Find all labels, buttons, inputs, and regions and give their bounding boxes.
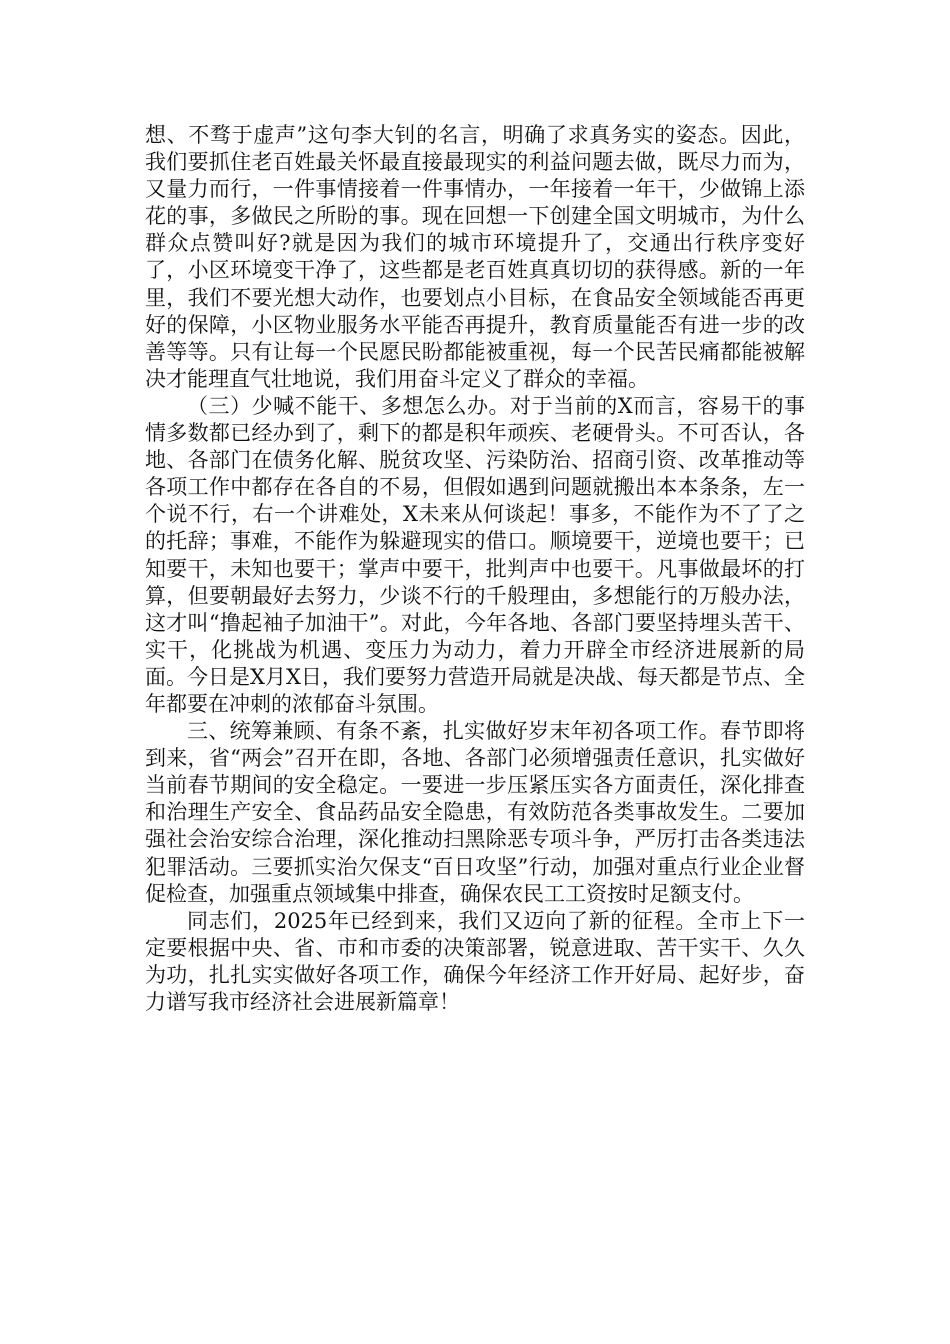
paragraph-continuation: 想、不骛于虚声”这句李大钊的名言，明确了求真务实的姿态。因此，我们要抓住老百姓最关怀最直接最现实的利益问题去做，既尽力而为，又量力而行，一件事情接着一件事情办，一年接着一年干，少做锦上添花的事，多做民之所盼的事。现在回想一下创建全国文明城市，为什么群众点赞叫好?就是因为我们的城市环境提升了，交通出行秩序变好了，小区环境变干净了，这些都是老百姓真真切切的获得感。新的一年里，我们不要光想大动作，也要划点小目标，在食品安全领域能否再更好的保障，小区物业服务水平能否再提升，教育质量能否有进一步的改善等等。只有让每一个民愿民盼都能被重视，每一个民苦民痛都能被解决才能理直气壮地说，我们用奋斗定义了群众的幸福。 <box>145 123 805 391</box>
paragraph-part-three: 三、统筹兼顾、有条不紊，扎实做好岁末年初各项工作。春节即将到来，省“两会”召开在即，各地、各部门必须增强责任意识，扎实做好当前春节期间的安全稳定。一要进一步压紧压实各方面责任，深化排查和治理生产安全、食品药品安全隐患，有效防范各类事故发生。二要加强社会治安综合治理，深化推动扫黑除恶专项斗争，严厉打击各类违法犯罪活动。三要抓实治欠保支“百日攻坚”行动，加强对重点行业企业督促检查，加强重点领域集中排查，确保农民工工资按时足额支付。 <box>145 719 805 906</box>
document-body <box>145 122 805 1016</box>
paragraph-closing: 同志们，2025年已经到来，我们又迈向了新的征程。全市上下一定要根据中央、省、市和市委的决策部署，锐意进取、苦干实干、久久为功，扎扎实实做好各项工作，确保今年经济工作开好局、起好步，奋力谱写我市经济社会进展新篇章！ <box>145 908 805 1014</box>
paragraph-section-3: （三）少喊不能干、多想怎么办。对于当前的X而言，容易干的事情多数都已经办到了，剩下的都是积年顽疾、老硬骨头。不可否认，各地、各部门在债务化解、脱贫攻坚、污染防治、招商引资、改革推动等各项工作中都存在各自的不易，但假如遇到问题就搬出本本条条，左一个说不行，右一个讲难处，X未来从何谈起！事多，不能作为不了了之的托辞；事难，不能作为躲避现实的借口。顺境要干，逆境也要干；已知要干，未知也要干；掌声中要干，批判声中也要干。凡事做最坏的打算，但要朝最好去努力，少谈不行的千般理由，多想能行的万般办法，这才叫“撸起袖子加油干”。对此，今年各地、各部门要坚持埋头苦干、实干，化挑战为机遇、变压力为动力，着力开辟全市经济进展新的局面。今日是X月X日，我们要努力营造开局就是决战、每天都是节点、全年都要在冲刺的浓郁奋斗氛围。 <box>145 393 805 716</box>
